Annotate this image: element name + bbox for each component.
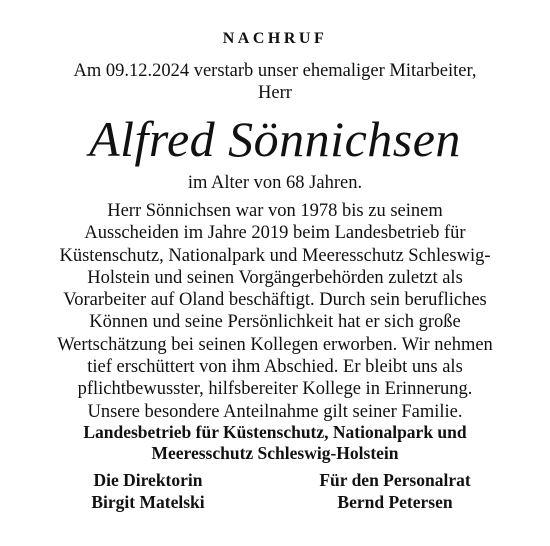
body-line: Ausscheiden im Jahre 2019 beim Landesbetrieb für [84, 223, 466, 244]
body-line: Können und seine Persönlichkeit hat er sich große [89, 312, 461, 333]
body-line: Wertschätzung bei seinen Kollegen erworben. Wir nehmen [57, 334, 493, 355]
body-line: Holstein und seinen Vorgängerbehörden zuletzt als [87, 267, 463, 288]
age-line: im Alter von 68 Jahren. [187, 173, 363, 193]
signer-role: Die Direktorin [93, 470, 203, 490]
signer-director [48, 470, 248, 513]
intro-line: Am 09.12.2024 verstarb unser ehemaliger Mitarbeiter, [73, 61, 477, 81]
deceased-name: Alfred Sönnichsen [89, 111, 461, 167]
signer-name: Bernd Petersen [337, 491, 453, 512]
body-line: Herr Sönnichsen war von 1978 bis zu seinem [107, 201, 443, 221]
notice-heading: NACHRUF [222, 30, 328, 47]
body-line: tief erschüttert von ihm Abschied. Er bleibt uns als [87, 357, 463, 378]
intro-line: Herr [258, 83, 292, 103]
body-line: Vorarbeiter auf Oland beschäftigt. Durch sein berufliches [63, 290, 487, 311]
body-line: Küstenschutz, Nationalpark und Meeresschutz Schleswig- [59, 245, 491, 266]
intro-text [0, 60, 550, 104]
signer-staff-council [295, 470, 495, 513]
organization-line: Meeresschutz Schleswig-Holstein [151, 443, 399, 463]
signer-role: Für den Personalrat [319, 470, 471, 490]
organization-line: Landesbetrieb für Küstenschutz, Nationalpark und [83, 422, 467, 442]
body-text [0, 200, 550, 423]
signer-name: Birgit Matelski [91, 491, 205, 512]
organization-name [0, 422, 550, 464]
body-line: pflichtbewusster, hilfsbereiter Kollege in Erinnerung. [77, 379, 473, 400]
body-line: Unsere besondere Anteilnahme gilt seiner Familie. [87, 401, 463, 422]
signatures [0, 470, 550, 514]
